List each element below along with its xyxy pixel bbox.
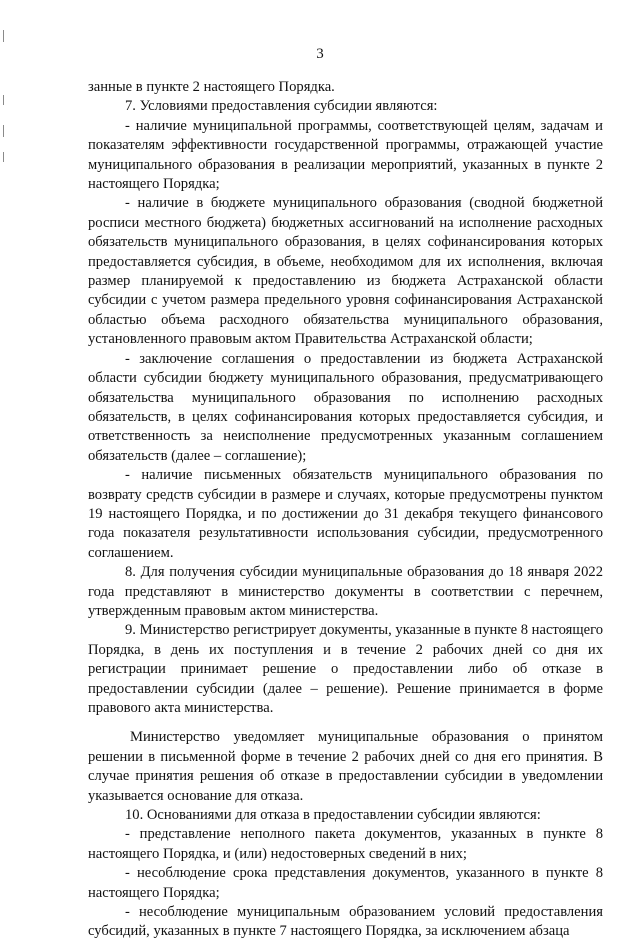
- document-body: [88, 78, 603, 942]
- paragraph: 7. Условиями предоставления субсидии являются:: [125, 98, 438, 115]
- margin-mark: [3, 152, 4, 162]
- paragraph: занные в пункте 2 настоящего Порядка.: [88, 79, 335, 95]
- paragraph: - наличие муниципальной программы, соответствующей целям, задачам и показателям эффективности государственной программы, отражающей участие муниципального образования в реализации мероприятий, указанных в пункте 2 настоящего Порядка;: [88, 117, 603, 193]
- margin-mark: [3, 125, 4, 137]
- paragraph: 10. Основаниями для отказа в предоставлении субсидии являются:: [125, 807, 541, 824]
- paragraph: 9. Министерство регистрирует документы, указанные в пункте 8 настоящего Порядка, в день их поступления и в течение 2 рабочих дней со дня их регистрации принимает решение о предоставлении либо об отказе в предоставлении субсидии (далее – решение). Решение принимается в форме правового акта министерства.: [88, 622, 603, 716]
- paragraph: Министерство уведомляет муниципальные образования о принятом решении в письменной форме в течение 2 рабочих дней со дня его принятия. В случае принятия решения об отказе в предоставлении субсидии в уведомлении указывается основание для отказа.: [88, 729, 603, 804]
- margin-mark: [3, 30, 4, 42]
- paragraph: - представление неполного пакета документов, указанных в пункте 8 настоящего Порядка, и (или) недостоверных сведений в них;: [88, 826, 603, 862]
- paragraph: - наличие в бюджете муниципального образования (сводной бюджетной росписи местного бюджета) бюджетных ассигнований на исполнение расходных обязательств муниципального образования, в целях софинансирования которых предоставляется субсидия, в объеме, необходимом для их исполнения, включая размер планируемой к предоставлению из бюджета Астраханской области субсидии с учетом размера предельного уровня софинансирования Астраханской областью объема расходного обязательства муниципального образования, установленного правовым актом Правительства Астраханской области;: [88, 195, 603, 348]
- page-number: 3: [316, 46, 324, 62]
- paragraph: - заключение соглашения о предоставлении из бюджета Астраханской области субсидии бюджету муниципального образования, предусматривающего обязательства муниципального образования по исполнению расходных обязательств, в целях софинансирования которых предоставляется субсидия, и ответственность за неисполнение предусмотренных указанным соглашением обязательств (далее – соглашение);: [88, 350, 603, 464]
- paragraph: 8. Для получения субсидии муниципальные образования до 18 января 2022 года представляют в министерство документы в соответствии с перечнем, утвержденным правовым актом министерства.: [88, 564, 603, 619]
- paragraph: - наличие письменных обязательств муниципального образования по возврату средств субсидии в размере и случаях, которые предусмотрены пунктом 19 настоящего Порядка, и по достижении до 31 декабря текущего финансового года показателя результативности использования субсидии, предусмотренного соглашением.: [88, 467, 603, 561]
- paragraph: - несоблюдение муниципальным образованием условий предоставления субсидий, указанных в пункте 7 настоящего Порядка, за исключением абзаца: [88, 904, 603, 940]
- paragraph: - несоблюдение срока представления документов, указанного в пункте 8 настоящего Порядка;: [88, 865, 603, 901]
- margin-mark: [3, 95, 4, 105]
